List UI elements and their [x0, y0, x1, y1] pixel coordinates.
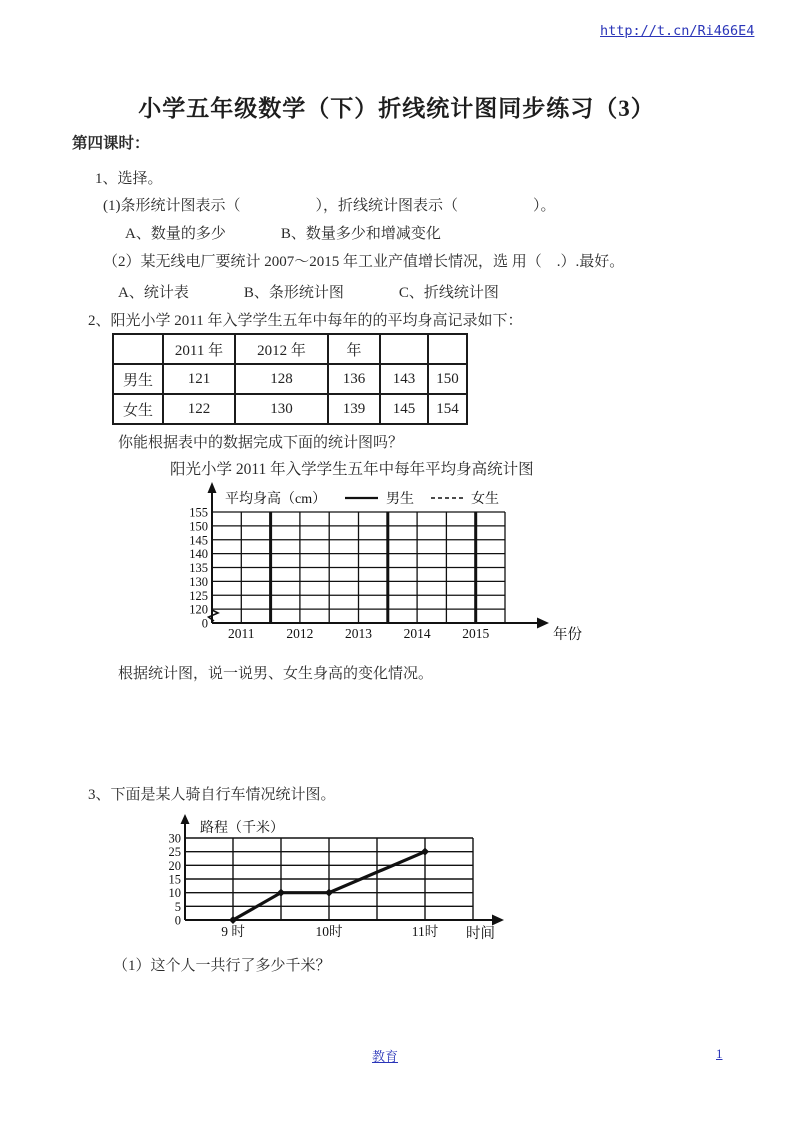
q1-item2-option-c: C、折线统计图: [398, 285, 499, 301]
svg-text:2011: 2011: [228, 626, 255, 641]
table-cell: 154: [428, 394, 467, 424]
q3-sub1: （1）这个人一共行了多少千米？: [113, 958, 331, 974]
q1-item1-options: [125, 222, 441, 243]
chart1-axis-break-icon: [209, 610, 219, 621]
footer-site-link[interactable]: 教育: [372, 1049, 399, 1064]
chart2-xlabels: [221, 924, 439, 939]
table-cell: 年: [328, 334, 380, 364]
table-cell: 女生: [113, 394, 163, 424]
svg-text:9 时: 9 时: [221, 924, 245, 939]
svg-text:10: 10: [168, 886, 181, 901]
table-cell: 150: [428, 364, 467, 394]
q1-item2-option-a: A、统计表: [118, 285, 189, 301]
q3-heading: 3、下面是某人骑自行车情况统计图。: [88, 787, 336, 803]
svg-text:140: 140: [189, 547, 208, 562]
q1-item2: （2）某无线电厂要统计 2007～2015 年工业产值增长情况，选 用（ .）.最好。: [103, 254, 625, 270]
svg-text:150: 150: [189, 519, 208, 534]
svg-text:20: 20: [168, 858, 181, 873]
footer-page-number[interactable]: 1: [716, 1046, 723, 1061]
q2-followup: 根据统计图，说一说男、女生身高的变化情况。: [118, 666, 434, 682]
height-table: [112, 333, 468, 425]
table-cell: 男生: [113, 364, 163, 394]
chart2-x-axis-arrow-icon: [492, 915, 504, 926]
svg-text:135: 135: [189, 561, 208, 575]
chart1-y-axis-arrow-icon: [208, 482, 217, 493]
legend-male-label: 男生: [386, 492, 414, 507]
svg-text:15: 15: [168, 872, 181, 887]
svg-text:30: 30: [168, 831, 181, 846]
table-cell: 2011 年: [163, 334, 235, 364]
svg-text:11时: 11时: [411, 924, 439, 939]
top-url-link[interactable]: http://t.cn/Ri466E4: [600, 23, 755, 39]
q1-item2-options: [118, 281, 499, 302]
svg-text:2014: 2014: [403, 626, 431, 641]
svg-text:0: 0: [201, 616, 208, 631]
svg-text:130: 130: [189, 574, 208, 589]
chart2-grid: [185, 838, 473, 920]
table-cell: 136: [328, 364, 380, 394]
table-cell: 139: [328, 394, 380, 424]
svg-text:25: 25: [168, 845, 181, 860]
table-cell: 143: [380, 364, 428, 394]
table-row: [113, 394, 467, 424]
q2-heading: 2、阳光小学 2011 年入学学生五年中每年的的平均身高记录如下：: [88, 313, 523, 329]
table-cell: 122: [163, 394, 235, 424]
table-cell: 121: [163, 364, 235, 394]
chart1-ylabels: [189, 506, 208, 631]
svg-text:2012: 2012: [286, 626, 314, 641]
table-cell: [113, 334, 163, 364]
table-cell: 128: [235, 364, 328, 394]
height-chart-figure: [185, 481, 595, 649]
q1-item1-option-a: A、数量的多少: [125, 226, 226, 242]
svg-text:125: 125: [189, 588, 208, 603]
chart1-title: 阳光小学 2011 年入学学生五年中每年平均身高统计图: [170, 461, 534, 478]
svg-text:0: 0: [174, 913, 181, 928]
table-cell: [380, 334, 428, 364]
table-cell: 145: [380, 394, 428, 424]
chart2-y-axis-label: 路程（千米）: [200, 821, 284, 836]
table-cell: 130: [235, 394, 328, 424]
chart2-y-axis-arrow-icon: [181, 814, 190, 824]
svg-text:10时: 10时: [315, 924, 343, 939]
q1-item1: (1)条形统计图表示（ ），折线统计图表示（ ）。: [103, 198, 556, 214]
svg-text:120: 120: [189, 602, 208, 617]
table-header-row: [113, 334, 467, 364]
page-title: 小学五年级数学（下）折线统计图同步练习（3）: [138, 96, 655, 121]
table-row: [113, 364, 467, 394]
legend-female-label: 女生: [471, 492, 499, 507]
table-cell: [428, 334, 467, 364]
table-cell: 2012 年: [235, 334, 328, 364]
chart1-grid: [212, 512, 505, 623]
chart1-x-axis-arrow-icon: [537, 618, 549, 629]
chart2-ylabels: [169, 832, 182, 928]
svg-text:5: 5: [174, 899, 181, 914]
svg-text:145: 145: [189, 533, 208, 548]
chart1-y-axis-label: 平均身高（cm）: [225, 492, 327, 507]
q1-item2-option-b: B、条形统计图: [243, 285, 344, 301]
svg-text:2015: 2015: [462, 626, 490, 641]
q2-prompt: 你能根据表中的数据完成下面的统计图吗？: [118, 435, 404, 451]
svg-text:2013: 2013: [345, 626, 372, 641]
svg-text:155: 155: [189, 505, 208, 520]
chart2-x-axis-label: 时间: [466, 926, 495, 942]
bike-chart-figure: [160, 813, 525, 948]
q1-item1-option-b: B、数量多少和增减变化: [280, 226, 441, 242]
section-heading: 第四课时：: [72, 135, 150, 152]
chart1-xlabels: [228, 626, 489, 641]
chart1-x-axis-label: 年份: [553, 627, 582, 643]
q1-heading: 1、选择。: [95, 171, 163, 187]
